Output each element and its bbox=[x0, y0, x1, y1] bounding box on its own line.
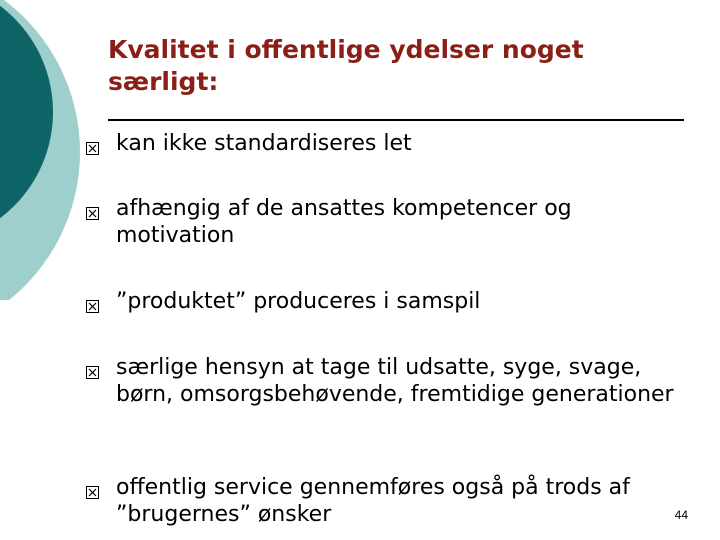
list-item bbox=[86, 130, 686, 157]
bullet-text: særlige hensyn at tage til udsatte, syge, svage, børn, omsorgsbehøvende, fremtidige generationer bbox=[116, 355, 674, 407]
list-item bbox=[86, 474, 686, 528]
checkbox-x-icon bbox=[86, 207, 99, 220]
bullet-text: ”produktet” produceres i samspil bbox=[116, 289, 481, 314]
decorative-circles bbox=[0, 0, 80, 300]
slide-title: Kvalitet i offentlige ydelser noget særligt: bbox=[108, 35, 584, 96]
checkbox-x-icon bbox=[86, 486, 99, 499]
title-divider bbox=[108, 119, 684, 121]
bullet-text: offentlig service gennemføres også på trods af ”brugernes” ønsker bbox=[116, 475, 630, 527]
bullet-text: afhængig af de ansattes kompetencer og motivation bbox=[116, 196, 572, 248]
slide-number: 44 bbox=[674, 508, 688, 522]
bullet-text: kan ikke standardiseres let bbox=[116, 131, 412, 156]
list-item bbox=[86, 195, 686, 249]
checkbox-x-icon bbox=[86, 300, 99, 313]
checkbox-x-icon bbox=[86, 366, 99, 379]
list-item bbox=[86, 354, 686, 408]
checkbox-x-icon bbox=[86, 142, 99, 155]
list-item bbox=[86, 288, 686, 315]
